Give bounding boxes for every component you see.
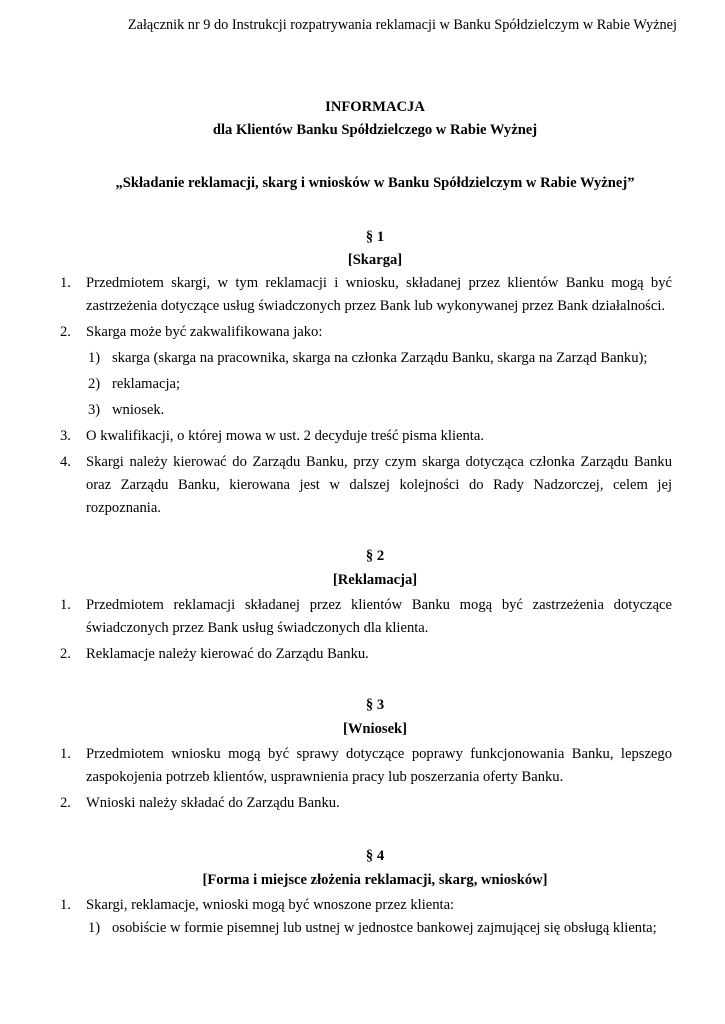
item-number: 1. [60, 746, 71, 762]
item-text: Skargi należy kierować do Zarządu Banku, przy czym skarga dotycząca członka Zarządu Banku oraz Zarządu Banku, kierowana jest w dalszej kolejności do Rady Nadzorczej, celem jej rozpoznania. [86, 454, 672, 516]
document-subtitle: dla Klientów Banku Spółdzielczego w Rabie Wyżnej [212, 122, 538, 138]
item-text: Przedmiotem skargi, w tym reklamacji i wniosku, składanej przez klientów Banku mogą być zastrzeżenia dotyczące usług świadczonych przez Bank lub wykonywanej przez Bank działalności. [86, 275, 672, 314]
item-text: Przedmiotem reklamacji składanej przez klientów Banku mogą być zastrzeżenia dotyczące świadczonych przez Bank usług świadczonych dla klienta. [86, 597, 672, 636]
sub-item-number: 1) [88, 350, 101, 366]
item-number: 2. [60, 324, 71, 340]
attachment-note: Załącznik nr 9 do Instrukcji rozpatrywania reklamacji w Banku Spółdzielczym w Rabie Wyżnej [127, 17, 677, 33]
sub-item-number: 1) [88, 920, 101, 936]
section-2-body [60, 594, 672, 666]
item-text: Skarga może być zakwalifikowana jako: [86, 324, 323, 340]
section-3-body [60, 743, 672, 815]
list-item [60, 894, 672, 917]
list-item [60, 643, 672, 666]
section-1-heading: [Skarga] [347, 252, 403, 268]
section-2-heading: [Reklamacja] [332, 572, 418, 588]
list-item [60, 321, 672, 344]
sub-item-number: 3) [88, 402, 101, 418]
item-number: 1. [60, 597, 71, 613]
section-4-number: § 4 [365, 848, 385, 864]
sub-item-text: wniosek. [112, 402, 165, 418]
document-main-title: „Składanie reklamacji, skarg i wniosków w Banku Spółdzielczym w Rabie Wyżnej” [115, 175, 635, 191]
item-text: Przedmiotem wniosku mogą być sprawy dotyczące poprawy funkcjonowania Banku, lepszego zaspokojenia potrzeb klientów, usprawnienia pracy lub poszerzania oferty Banku. [86, 746, 672, 785]
sub-item-text: reklamacja; [112, 376, 181, 392]
list-item [60, 425, 672, 448]
item-text: O kwalifikacji, o której mowa w ust. 2 decyduje treść pisma klienta. [86, 428, 484, 444]
sub-item-text: osobiście w formie pisemnej lub ustnej w jednostce bankowej zajmującej się obsługą klienta; [112, 920, 657, 936]
sub-list-item [60, 373, 672, 396]
document-title: INFORMACJA [325, 99, 425, 115]
item-text: Skargi, reklamacje, wnioski mogą być wnoszone przez klienta: [86, 897, 455, 913]
section-4-heading: [Forma i miejsce złożenia reklamacji, skarg, wniosków] [202, 872, 548, 888]
item-number: 2. [60, 795, 71, 811]
item-number: 3. [60, 428, 71, 444]
item-number: 2. [60, 646, 71, 662]
sub-item-text: skarga (skarga na pracownika, skarga na członka Zarządu Banku, skarga na Zarząd Banku); [112, 350, 648, 366]
section-1-number: § 1 [365, 229, 385, 245]
item-number: 1. [60, 897, 71, 913]
section-3-heading: [Wniosek] [342, 721, 408, 737]
list-item [60, 451, 672, 520]
section-3-number: § 3 [365, 697, 385, 713]
list-item [60, 594, 672, 640]
list-item [60, 743, 672, 789]
item-text: Reklamacje należy kierować do Zarządu Banku. [86, 646, 369, 662]
section-1-body [60, 272, 672, 520]
item-number: 4. [60, 454, 71, 470]
sub-item-number: 2) [88, 376, 101, 392]
item-number: 1. [60, 275, 71, 291]
section-2-number: § 2 [365, 548, 385, 564]
sub-list-item [60, 399, 672, 422]
item-text: Wnioski należy składać do Zarządu Banku. [86, 795, 340, 811]
sub-list-item [60, 347, 672, 370]
section-4-body [60, 894, 672, 940]
list-item [60, 792, 672, 815]
sub-list-item [60, 917, 672, 940]
list-item [60, 272, 672, 318]
